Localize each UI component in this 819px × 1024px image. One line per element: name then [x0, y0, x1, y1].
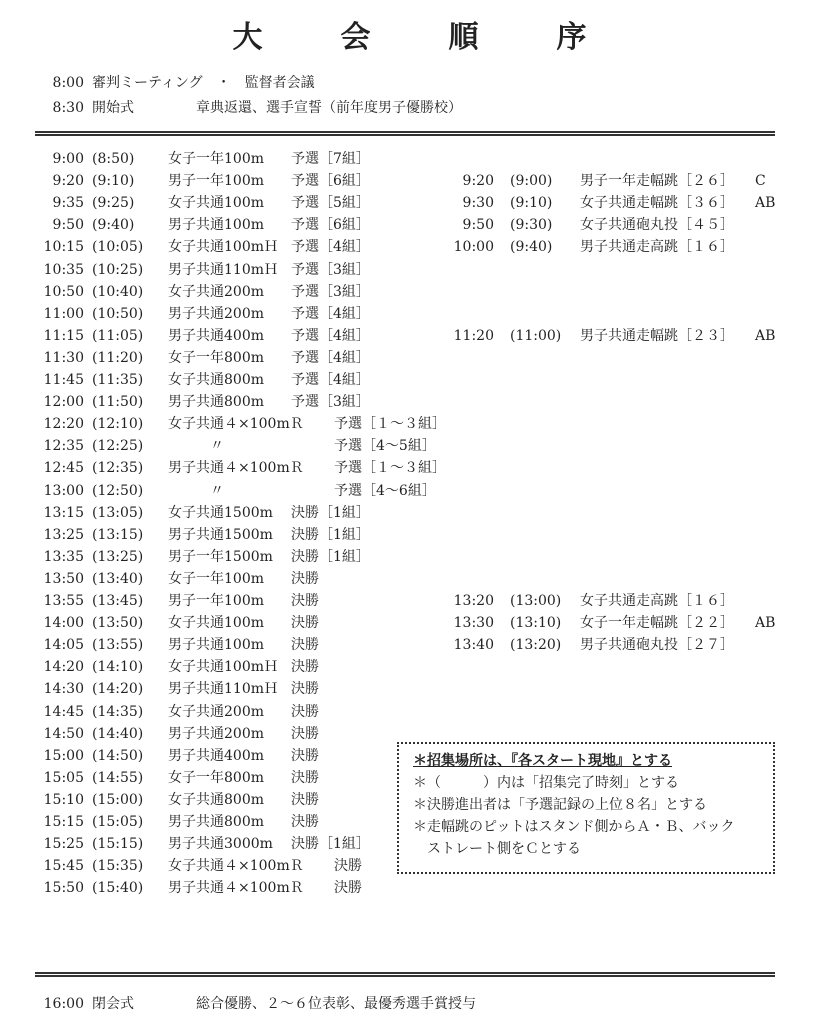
event-round: 決勝 [291, 615, 319, 632]
event-time: 14:20 [43, 659, 84, 676]
call-time: (13:45) [92, 593, 144, 609]
note-line: ストレート側をＣとする [413, 841, 581, 857]
event-round: 予選［3組］ [291, 283, 370, 300]
event-round: 予選［4組］ [291, 349, 370, 366]
event-name: 女子共通４×100mＲ [168, 416, 304, 433]
event-name: 男子共通100m [168, 637, 264, 654]
event-round: 予選［3組］ [291, 261, 370, 278]
event-name: 男子一年1500m [168, 548, 273, 565]
event-round: 決勝［1組］ [291, 526, 370, 543]
event-name: 女子共通４×100mＲ [168, 858, 304, 875]
field-time: 9:50 [462, 217, 494, 234]
event-name: 〃 [168, 438, 224, 455]
event-time: 11:00 [43, 305, 84, 322]
page-title: 大 会 順 序 [232, 20, 611, 55]
field-pit: AB [755, 615, 776, 632]
event-name: 女子共通200m [168, 703, 264, 720]
event-time: 12:45 [43, 460, 84, 477]
event-time: 10:15 [43, 239, 84, 256]
event-round: 決勝 [291, 593, 319, 609]
closing-time: 16:00 [43, 996, 84, 1012]
event-round: 予選［7組］ [291, 151, 370, 167]
divider [35, 972, 775, 977]
event-round: 予選［6組］ [291, 173, 370, 190]
event-time: 13:25 [43, 526, 84, 543]
event-name: 男子共通1500m [168, 526, 273, 543]
call-time: (8:50) [92, 151, 135, 167]
event-round: 決勝 [334, 880, 362, 897]
call-time: (13:25) [92, 548, 144, 565]
event-time: 14:05 [43, 637, 84, 654]
call-time: (13:40) [92, 570, 144, 587]
call-time: (13:50) [92, 615, 144, 632]
call-time: (13:55) [92, 637, 144, 654]
event-time: 9:20 [52, 173, 84, 190]
closing-label: 閉会式 [92, 996, 134, 1012]
call-time: (14:10) [92, 659, 144, 676]
field-event-name: 男子共通走高跳［１６］ [580, 239, 734, 256]
event-time: 11:30 [43, 349, 84, 366]
event-name: 男子共通200m [168, 305, 264, 322]
opening-time: 8:00 [52, 75, 84, 91]
event-name: 男子共通100m [168, 217, 264, 234]
event-round: 決勝 [291, 681, 319, 698]
event-name: 男子共通800m [168, 394, 264, 411]
event-time: 15:10 [43, 791, 84, 808]
field-time: 11:20 [453, 327, 494, 344]
call-time: (11:50) [92, 394, 144, 411]
event-round: 予選［4組］ [291, 372, 370, 388]
event-round: 決勝 [334, 858, 362, 875]
field-call-time: (9:30) [510, 217, 553, 234]
event-round: 予選［4組］ [291, 239, 370, 256]
event-time: 13:15 [43, 504, 84, 521]
event-time: 15:05 [43, 769, 84, 786]
event-round: 予選［１～３組］ [334, 460, 446, 477]
event-time: 13:00 [43, 482, 84, 499]
event-name: 男子一年100m [168, 173, 264, 190]
event-round: 決勝 [291, 814, 319, 830]
call-time: (11:35) [92, 372, 144, 388]
note-line: ＊走幅跳のピットはスタンド側からＡ・Ｂ、バック [413, 819, 735, 835]
call-time: (14:35) [92, 703, 144, 720]
field-call-time: (9:10) [510, 195, 553, 212]
event-time: 9:00 [52, 151, 84, 167]
event-name: 女子共通800m [168, 372, 264, 388]
call-time: (15:00) [92, 791, 144, 808]
event-name: 女子共通100m [168, 195, 264, 212]
field-time: 9:20 [462, 173, 494, 190]
call-time: (9:25) [92, 195, 135, 212]
call-time: (10:05) [92, 239, 144, 256]
event-name: 〃 [168, 482, 224, 499]
event-round: 決勝 [291, 791, 319, 808]
opening-label: 審判ミーティング ・ 監督者会議 [92, 75, 315, 91]
event-name: 男子共通４×100mＲ [168, 880, 304, 897]
note-line: ＊（ ）内は「招集完了時刻」とする [413, 775, 679, 791]
event-name: 女子一年800m [168, 769, 264, 786]
event-name: 男子共通400m [168, 747, 264, 764]
call-time: (9:10) [92, 173, 135, 190]
event-round: 予選［3組］ [291, 394, 370, 411]
call-time: (9:40) [92, 217, 135, 234]
field-time: 13:20 [453, 593, 494, 609]
event-name: 女子一年100m [168, 151, 264, 167]
call-time: (10:25) [92, 261, 144, 278]
event-time: 15:50 [43, 880, 84, 897]
event-name: 男子共通200m [168, 725, 264, 742]
field-call-time: (13:10) [510, 615, 562, 632]
field-call-time: (9:40) [510, 239, 553, 256]
event-name: 女子共通200m [168, 283, 264, 300]
closing-detail: 総合優勝、２～６位表彰、最優秀選手賞授与 [196, 996, 476, 1012]
event-round: 決勝 [291, 659, 319, 676]
field-pit: AB [755, 195, 776, 212]
call-time: (15:05) [92, 814, 144, 830]
field-event-name: 女子共通走幅跳［３６］ [580, 195, 734, 212]
field-event-name: 女子共通砲丸投［４５］ [580, 217, 734, 234]
call-time: (14:20) [92, 681, 144, 698]
event-time: 10:35 [43, 261, 84, 278]
note-line: ＊招集場所は、『各スタート現地』とする [413, 753, 672, 769]
event-name: 女子共通100mＨ [168, 659, 278, 676]
call-time: (10:40) [92, 283, 144, 300]
field-call-time: (9:00) [510, 173, 553, 190]
event-time: 15:15 [43, 814, 84, 830]
event-round: 予選［4組］ [291, 305, 370, 322]
notes-box [397, 742, 775, 874]
call-time: (14:55) [92, 769, 144, 786]
opening-label: 開始式 [92, 100, 134, 116]
event-round: 決勝［1組］ [291, 504, 370, 521]
field-call-time: (13:00) [510, 593, 562, 609]
event-round: 予選［１～３組］ [334, 416, 446, 433]
field-call-time: (13:20) [510, 637, 562, 654]
call-time: (12:25) [92, 438, 144, 455]
field-time: 10:00 [453, 239, 494, 256]
event-round: 予選［4～6組］ [334, 482, 436, 499]
event-time: 15:25 [43, 836, 84, 853]
event-name: 男子共通110mＨ [168, 681, 278, 698]
call-time: (15:40) [92, 880, 144, 897]
event-time: 13:35 [43, 548, 84, 565]
call-time: (11:20) [92, 349, 144, 366]
field-time: 13:30 [453, 615, 494, 632]
field-call-time: (11:00) [510, 327, 562, 344]
event-round: 決勝 [291, 570, 319, 587]
event-time: 15:45 [43, 858, 84, 875]
opening-time: 8:30 [52, 100, 84, 116]
event-name: 男子共通400m [168, 327, 264, 344]
event-name: 女子共通800m [168, 791, 264, 808]
call-time: (12:50) [92, 482, 144, 499]
event-round: 決勝 [291, 747, 319, 764]
event-round: 決勝 [291, 637, 319, 654]
event-round: 予選［4～5組］ [334, 438, 436, 455]
event-name: 女子共通100mＨ [168, 239, 278, 256]
opening-detail: 章典返還、選手宣誓（前年度男子優勝校） [196, 100, 462, 116]
event-time: 14:30 [43, 681, 84, 698]
event-round: 決勝 [291, 703, 319, 720]
field-time: 13:40 [453, 637, 494, 654]
event-name: 女子共通100m [168, 615, 264, 632]
field-event-name: 女子一年走幅跳［２２］ [580, 615, 734, 632]
call-time: (10:50) [92, 305, 144, 322]
field-event-name: 男子共通走幅跳［２３］ [580, 327, 734, 344]
call-time: (14:50) [92, 747, 144, 764]
event-name: 男子共通3000m [168, 836, 273, 853]
divider [35, 131, 775, 136]
call-time: (14:40) [92, 725, 144, 742]
call-time: (13:15) [92, 526, 144, 543]
event-round: 決勝［1組］ [291, 548, 370, 565]
event-time: 11:45 [43, 372, 84, 388]
event-round: 決勝［1組］ [291, 836, 370, 853]
field-event-name: 女子共通走高跳［１６］ [580, 593, 734, 609]
event-time: 9:50 [52, 217, 84, 234]
event-round: 決勝 [291, 725, 319, 742]
field-event-name: 男子共通砲丸投［２７］ [580, 637, 734, 654]
event-name: 男子一年100m [168, 593, 264, 609]
event-name: 女子共通1500m [168, 504, 273, 521]
field-pit: AB [755, 327, 776, 344]
event-name: 男子共通４×100mＲ [168, 460, 304, 477]
field-event-name: 男子一年走幅跳［２６］ [580, 173, 734, 190]
call-time: (12:10) [92, 416, 144, 433]
event-time: 11:15 [43, 327, 84, 344]
event-name: 女子一年800m [168, 349, 264, 366]
event-name: 男子共通800m [168, 814, 264, 830]
field-pit: C [755, 173, 766, 190]
event-round: 予選［4組］ [291, 327, 370, 344]
event-time: 14:45 [43, 703, 84, 720]
call-time: (15:35) [92, 858, 144, 875]
event-time: 9:35 [52, 195, 84, 212]
event-time: 12:00 [43, 394, 84, 411]
event-name: 男子共通110mＨ [168, 261, 278, 278]
event-round: 予選［6組］ [291, 217, 370, 234]
event-time: 12:20 [43, 416, 84, 433]
event-time: 14:50 [43, 725, 84, 742]
call-time: (12:35) [92, 460, 144, 477]
field-time: 9:30 [462, 195, 494, 212]
event-time: 14:00 [43, 615, 84, 632]
call-time: (13:05) [92, 504, 144, 521]
event-time: 15:00 [43, 747, 84, 764]
event-time: 13:50 [43, 570, 84, 587]
event-name: 女子一年100m [168, 570, 264, 587]
event-round: 決勝 [291, 769, 319, 786]
event-time: 10:50 [43, 283, 84, 300]
call-time: (15:15) [92, 836, 144, 853]
call-time: (11:05) [92, 327, 144, 344]
event-time: 12:35 [43, 438, 84, 455]
note-line: ＊決勝進出者は「予選記録の上位８名」とする [413, 797, 707, 813]
event-time: 13:55 [43, 593, 84, 609]
event-round: 予選［5組］ [291, 195, 370, 212]
